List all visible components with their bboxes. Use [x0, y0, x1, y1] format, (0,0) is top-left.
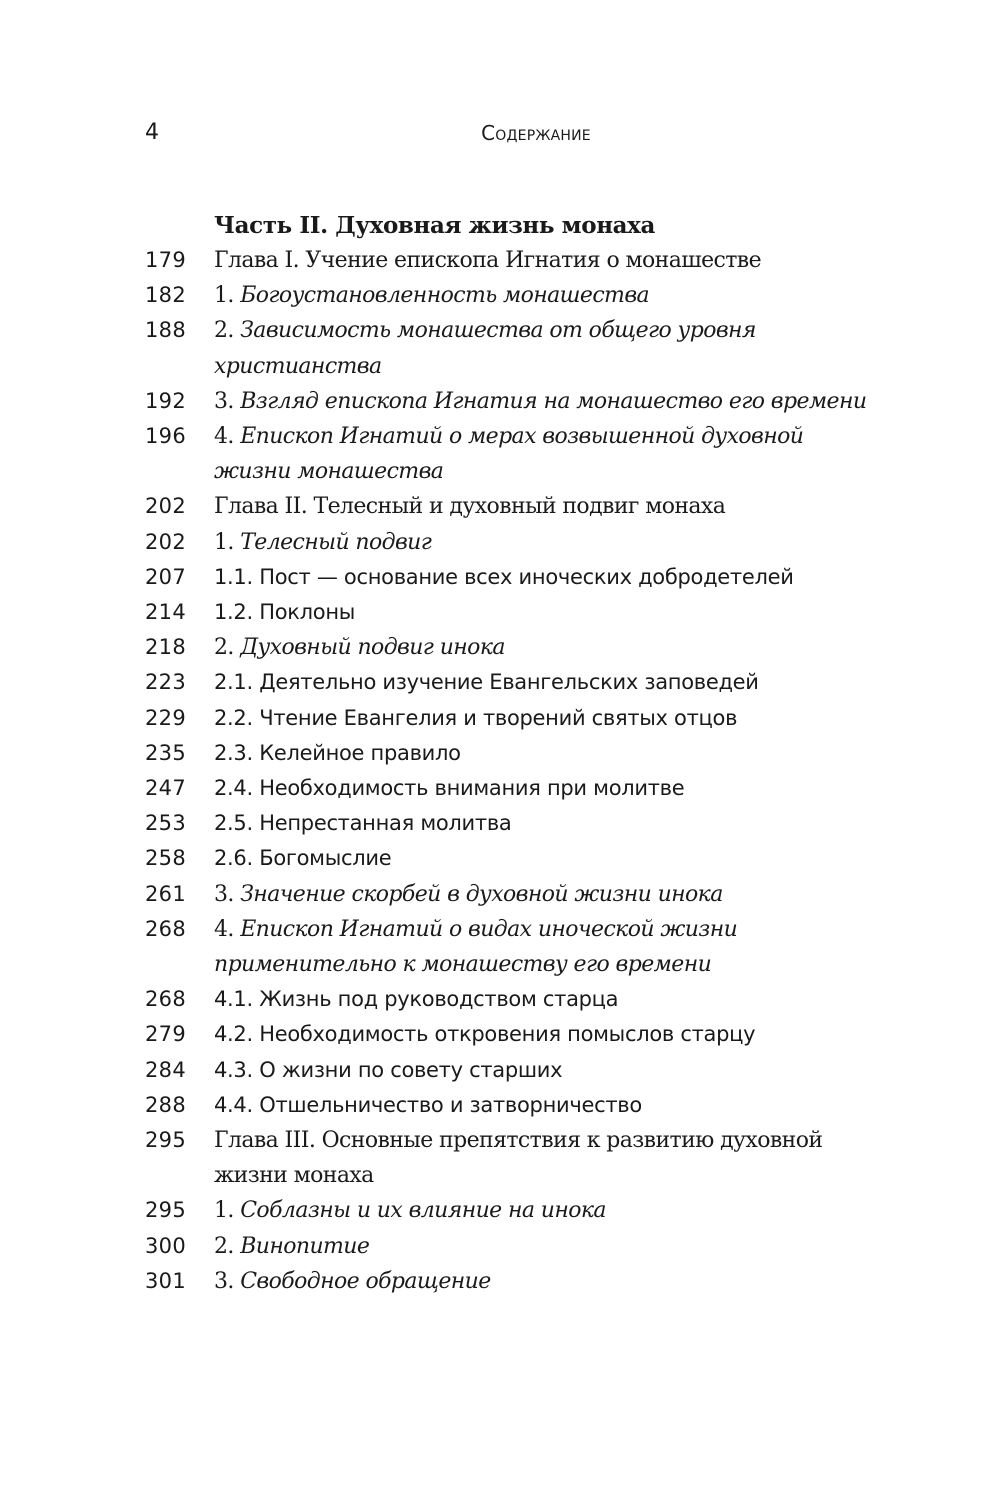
toc-page-number: 268 [145, 916, 186, 941]
toc-page-number: 202 [145, 529, 186, 554]
chapter-title: Глава I. Учение епископа Игнатия о монашестве [214, 248, 762, 273]
subsection-title: 4.1. Жизнь под руководством старца [214, 987, 619, 1012]
toc-page-number: 268 [145, 987, 186, 1012]
subsection-title: 2.3. Келейное правило [214, 740, 461, 765]
section-title: 1. Телесный подвиг [214, 529, 432, 555]
toc-page-number: 258 [145, 846, 186, 871]
section-title: 3. Взгляд епископа Игнатия на монашество его времени [214, 388, 867, 414]
toc-page-number: 247 [145, 776, 186, 801]
toc-entry[interactable] [145, 701, 875, 736]
toc-entry[interactable] [145, 560, 875, 595]
toc-entry[interactable] [145, 665, 875, 700]
toc-page-number: 202 [145, 494, 186, 519]
section-title: 2. Духовный подвиг инока [214, 635, 505, 661]
subsection-title: 4.3. О жизни по совету старших [214, 1057, 563, 1082]
toc-page-number: 218 [145, 635, 186, 660]
chapter-title: Глава III. Основные препятствия к развитию духовной жизни монаха [214, 1128, 823, 1189]
subsection-title: 4.2. Необходимость откровения помыслов старцу [214, 1022, 756, 1047]
toc-entry[interactable] [145, 243, 875, 278]
toc-page-number: 261 [145, 881, 186, 906]
table-of-contents [145, 243, 875, 1299]
subsection-title: 2.2. Чтение Евангелия и творений святых отцов [214, 705, 738, 730]
toc-entry[interactable] [145, 489, 875, 524]
toc-entry[interactable] [145, 595, 875, 630]
toc-entry[interactable] [145, 1193, 875, 1228]
section-title: 1. Соблазны и их влияние на инока [214, 1198, 606, 1224]
toc-entry[interactable] [145, 771, 875, 806]
page-number: 4 [145, 120, 159, 145]
toc-entry[interactable] [145, 313, 875, 383]
toc-page-number: 188 [145, 318, 186, 343]
section-title: 3. Свободное обращение [214, 1268, 491, 1294]
toc-page-number: 179 [145, 248, 186, 272]
toc-page-number: 300 [145, 1233, 186, 1258]
toc-page-number: 196 [145, 424, 186, 449]
subsection-title: 4.4. Отшельничество и затворничество [214, 1092, 642, 1117]
part-title: Часть II. Духовная жизнь монаха [214, 212, 655, 239]
toc-entry[interactable] [145, 384, 875, 419]
toc-entry[interactable] [145, 1229, 875, 1264]
toc-page-number: 223 [145, 670, 186, 695]
toc-entry[interactable] [145, 982, 875, 1017]
toc-entry[interactable] [145, 1123, 875, 1193]
subsection-title: 2.1. Деятельно изучение Евангельских заповедей [214, 670, 759, 695]
toc-entry[interactable] [145, 419, 875, 489]
toc-entry[interactable] [145, 278, 875, 313]
subsection-title: 2.4. Необходимость внимания при молитве [214, 776, 685, 801]
toc-page-number: 229 [145, 705, 186, 730]
toc-page-number: 207 [145, 564, 186, 589]
toc-page-number: 192 [145, 388, 186, 413]
toc-page-number: 284 [145, 1057, 186, 1082]
toc-page-number: 182 [145, 283, 186, 308]
section-title: 4. Епископ Игнатий о видах иноческой жизни применительно к монашеству его времени [214, 916, 738, 978]
toc-page-number: 235 [145, 740, 186, 765]
toc-entry[interactable] [145, 1053, 875, 1088]
toc-entry[interactable] [145, 877, 875, 912]
toc-entry[interactable] [145, 841, 875, 876]
subsection-title: 1.2. Поклоны [214, 600, 356, 625]
toc-entry[interactable] [145, 1017, 875, 1052]
toc-entry[interactable] [145, 630, 875, 665]
subsection-title: 2.5. Непрестанная молитва [214, 811, 512, 836]
chapter-title: Глава II. Телесный и духовный подвиг монаха [214, 494, 726, 520]
toc-entry[interactable] [145, 525, 875, 560]
toc-page-number: 295 [145, 1198, 186, 1223]
toc-page-number: 279 [145, 1022, 186, 1047]
running-title: Содержание [481, 121, 591, 145]
section-title: 4. Епископ Игнатий о мерах возвышенной духовной жизни монашества [214, 424, 804, 485]
toc-page-number: 295 [145, 1128, 186, 1153]
subsection-title: 1.1. Пост — основание всех иноческих добродетелей [214, 564, 794, 589]
toc-entry[interactable] [145, 1088, 875, 1123]
subsection-title: 2.6. Богомыслие [214, 846, 392, 871]
section-title: 2. Винопитие [214, 1233, 370, 1259]
toc-entry[interactable] [145, 806, 875, 841]
toc-entry[interactable] [145, 1264, 875, 1299]
toc-page-number: 288 [145, 1092, 186, 1117]
toc-entry[interactable] [145, 912, 875, 982]
toc-page-number: 253 [145, 811, 186, 836]
toc-page-number: 301 [145, 1268, 186, 1293]
section-title: 3. Значение скорбей в духовной жизни инока [214, 881, 723, 907]
section-title: 1. Богоустановленность монашества [214, 283, 650, 309]
section-title: 2. Зависимость монашества от общего уровня христианства [214, 318, 756, 379]
toc-entry[interactable] [145, 736, 875, 771]
toc-page-number: 214 [145, 600, 186, 625]
